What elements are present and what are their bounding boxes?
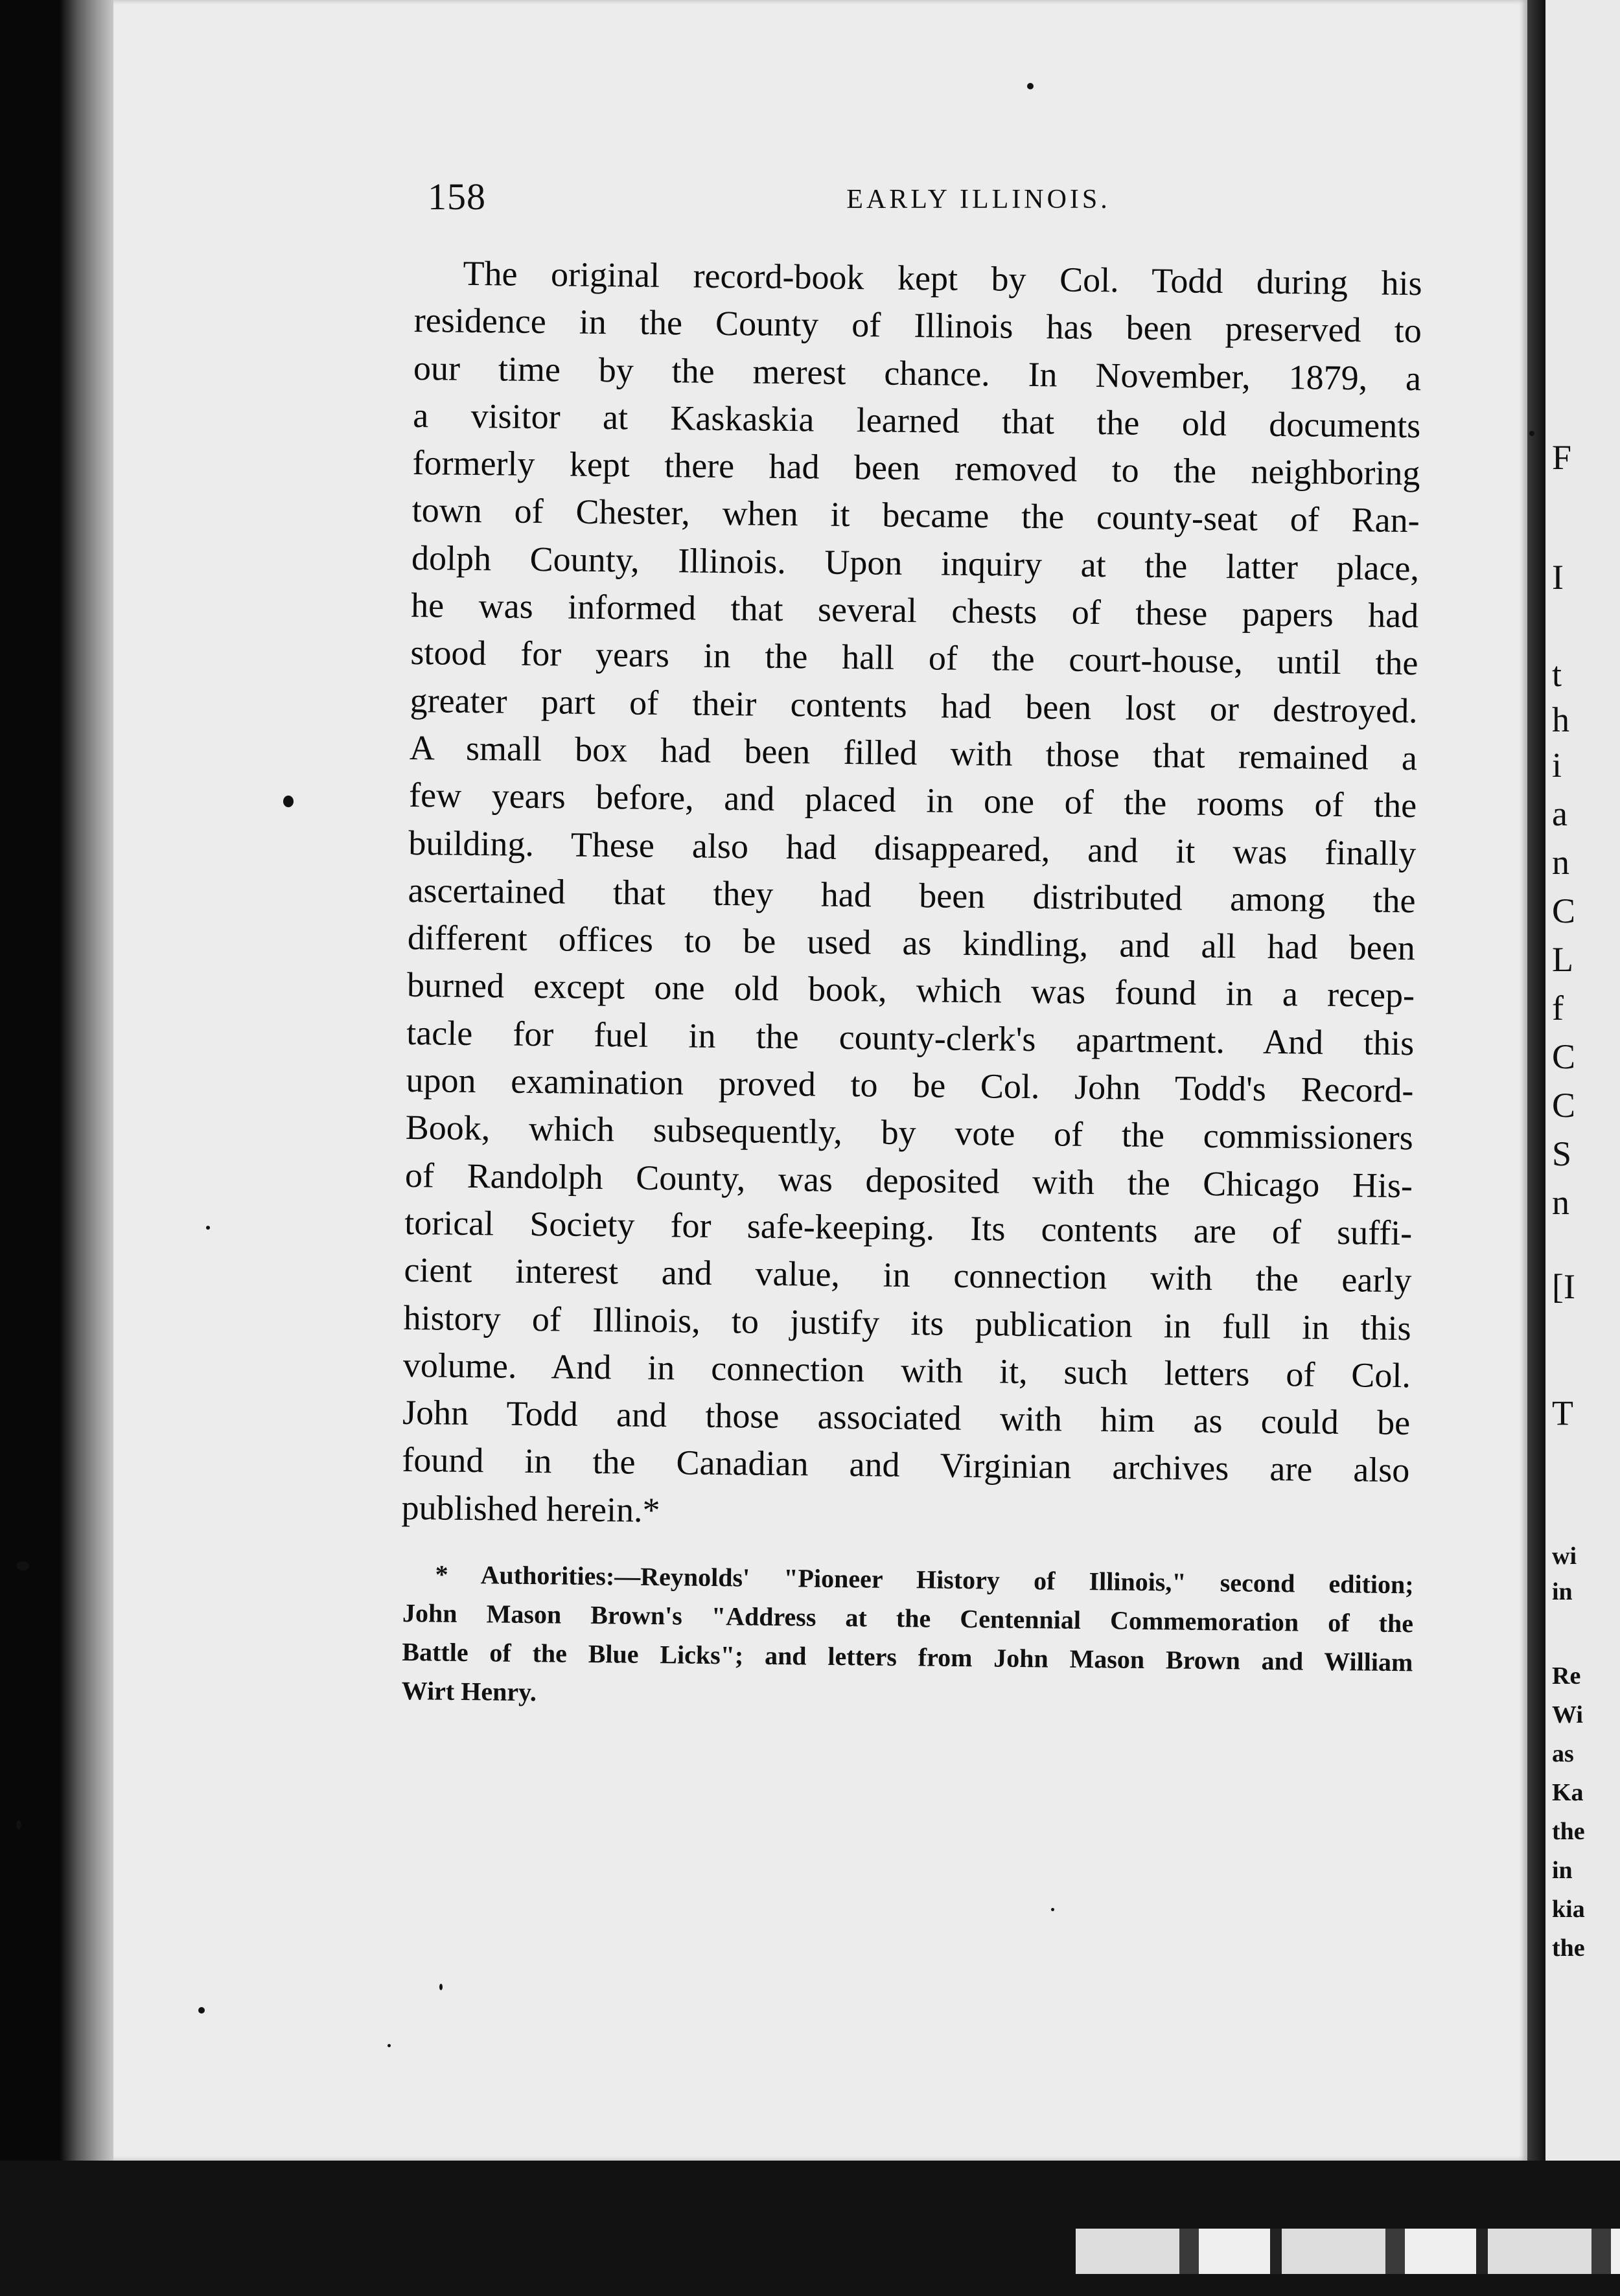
facing-page-text: wi — [1552, 1543, 1577, 1570]
facing-page-text: a — [1552, 794, 1568, 833]
text-line: building. These also had disappeared, and it was finally — [408, 823, 1417, 873]
scan-speck — [198, 2007, 205, 2014]
facing-page-text: Ka — [1552, 1779, 1584, 1806]
facing-page-text: as — [1552, 1740, 1574, 1767]
scan-speck — [1027, 83, 1034, 89]
facing-page-text: L — [1552, 940, 1573, 979]
scan-speck — [439, 1984, 443, 1990]
facing-page-text: C — [1552, 891, 1576, 930]
facing-page-text: T — [1552, 1394, 1573, 1432]
text-line: history of Illinois, to justify its publication in full in this — [403, 1298, 1411, 1348]
text-line: residence in the County of Illinois has been preserved to — [413, 301, 1422, 350]
facing-page-text: kia — [1552, 1896, 1585, 1923]
facing-page-text: S — [1552, 1134, 1572, 1173]
text-line: few years before, and placed in one of the rooms of the — [408, 775, 1417, 825]
body-paragraph — [401, 249, 1422, 1542]
text-line: ascertained that they had been distributed among the — [408, 870, 1416, 921]
facing-page-text: n — [1552, 843, 1569, 882]
text-line: tacle for fuel in the county-clerk's apartment. And this — [406, 1013, 1415, 1062]
text-line: found in the Canadian and Virginian archives are also — [402, 1440, 1410, 1490]
footnote-line: * Authorities:—Reynolds' "Pioneer History of Illinois," second edition; — [435, 1559, 1414, 1600]
facing-page-text: h — [1552, 700, 1569, 739]
page-number: 158 — [428, 176, 486, 218]
facing-page-text: Re — [1552, 1662, 1581, 1690]
scan-speck — [206, 1226, 210, 1230]
facing-page-text: the — [1552, 1934, 1585, 1962]
text-line: cient interest and value, in connection with the early — [404, 1250, 1412, 1300]
book-gutter — [1527, 0, 1545, 2296]
facing-page-text: in — [1552, 1578, 1573, 1605]
scan-speck — [16, 1820, 21, 1830]
scan-bottom-strip — [1076, 2229, 1620, 2274]
text-line: our time by the merest chance. In November, 1879, a — [413, 348, 1422, 398]
text-line: he was informed that several chests of these papers had — [410, 586, 1419, 636]
facing-page-text: the — [1552, 1818, 1585, 1845]
text-line: Book, which subsequently, by vote of the commissioners — [405, 1108, 1414, 1158]
footnote-line: Battle of the Blue Licks"; and letters from John Mason Brown and William — [402, 1636, 1413, 1677]
text-line: greater part of their contents had been lost or destroyed. — [410, 680, 1418, 730]
footnote — [401, 1555, 1413, 1721]
text-line: of Randolph County, was deposited with the Chicago His- — [404, 1155, 1413, 1205]
scan-speck — [16, 1561, 29, 1570]
text-line: stood for years in the hall of the court-house, until the — [410, 633, 1418, 683]
facing-page-text: [I — [1552, 1267, 1575, 1306]
running-head — [428, 175, 1439, 227]
scan-speck — [388, 2044, 391, 2047]
facing-page-text: C — [1552, 1037, 1576, 1076]
text-line: published herein.* — [401, 1487, 660, 1530]
text-line: formerly kept there had been removed to the neighboring — [412, 443, 1420, 493]
text-line: different offices to be used as kindling, and all had been — [407, 918, 1416, 968]
facing-page-text: I — [1552, 558, 1564, 597]
facing-page-text: n — [1552, 1183, 1569, 1222]
footnote-line: Wirt Henry. — [401, 1675, 537, 1707]
facing-page-fragment — [1545, 0, 1620, 2164]
facing-page-text: Wi — [1552, 1701, 1583, 1728]
book-left-edge — [0, 0, 113, 2296]
scan-speck — [283, 796, 294, 807]
footnote-line: John Mason Brown's "Address at the Centennial Commemoration of the — [402, 1598, 1414, 1638]
facing-page-text: t — [1552, 655, 1562, 694]
text-line: torical Society for safe-keeping. Its contents are of suffi- — [404, 1202, 1413, 1253]
text-line: upon examination proved to be Col. John Todd's Record- — [406, 1060, 1414, 1110]
facing-page-text: C — [1552, 1086, 1576, 1125]
text-line: The original record-book kept by Col. Todd during his — [463, 253, 1422, 303]
text-line: A small box had been filled with those that remained a — [409, 728, 1418, 778]
text-line: dolph County, Illinois. Upon inquiry at the latter place, — [411, 538, 1420, 588]
text-line: a visitor at Kaskaskia learned that the old documents — [413, 395, 1421, 446]
facing-page-text: i — [1552, 746, 1562, 785]
text-line: town of Chester, when it became the county-seat of Ran- — [411, 490, 1420, 540]
facing-page-text: in — [1552, 1857, 1573, 1884]
running-head-title: EARLY ILLINOIS. — [846, 185, 1111, 214]
facing-page-text: f — [1552, 989, 1564, 1027]
text-line: burned except one old book, which was found in a recep- — [406, 965, 1415, 1015]
scan-speck — [1051, 1908, 1054, 1911]
facing-page-text: F — [1552, 438, 1572, 477]
text-line: John Todd and those associated with him as could be — [402, 1393, 1411, 1443]
scan-speck — [1529, 431, 1534, 436]
text-line: volume. And in connection with it, such letters of Col. — [402, 1345, 1411, 1395]
